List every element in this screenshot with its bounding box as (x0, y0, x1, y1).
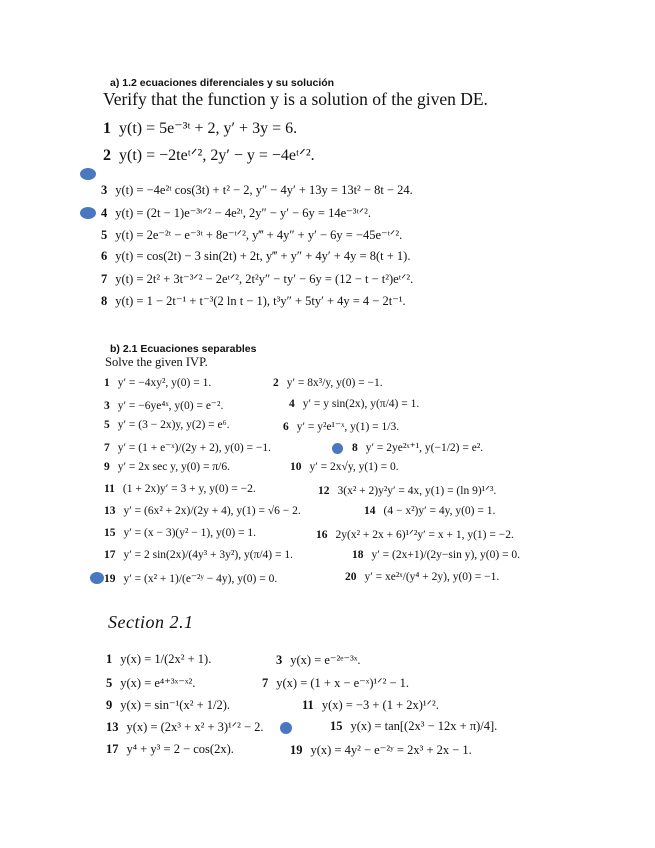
part-a-label: a) 1.2 ecuaciones diferenciales y su solución (110, 77, 335, 89)
answer-row-1: 1 y(x) = 1/(2x² + 1). (106, 652, 212, 666)
answer-row-5-b: 19 y(x) = 4y² − e⁻²ʸ = 2x³ + 2x − 1. (290, 743, 472, 757)
ivp-row-7-b: 14 (4 − x²)y′ = 4y, y(0) = 1. (364, 505, 496, 517)
part-b-instruction: Solve the given IVP. (105, 355, 208, 369)
problem-a-3: 3 y(t) = −4e²ᵗ cos(3t) + t² − 2, y″ − 4y′ + 13y = 13t² − 8t − 24. (101, 183, 413, 197)
marker-dot (90, 572, 104, 584)
answer-row-2: 5 y(x) = e⁴⁺³ˣ⁻ˣ². (106, 676, 196, 690)
ivp-row-9-b: 18 y′ = (2x+1)/(2y−sin y), y(0) = 0. (352, 549, 521, 561)
marker-dot (332, 443, 343, 454)
answer-row-3-b: 11 y(x) = −3 + (1 + 2x)¹ᐟ². (302, 698, 439, 712)
marker-dot (80, 168, 96, 180)
part-b-label: b) 2.1 Ecuaciones separables (110, 343, 257, 355)
ivp-row-7: 13 y′ = (6x² + 2x)/(2y + 4), y(1) = √6 − 2. (104, 505, 301, 517)
answer-row-3: 9 y(x) = sin⁻¹(x² + 1/2). (106, 698, 231, 712)
ivp-row-10-b: 20 y′ = xe²ˣ/(y⁴ + 2y), y(0) = −1. (345, 571, 500, 583)
answer-row-1-b: 3 y(x) = e⁻²ᵉ⁻³ˣ. (276, 653, 361, 667)
ivp-row-1: 1 y′ = −4xy², y(0) = 1. (104, 377, 212, 389)
ivp-row-6-b: 12 3(x² + 2)y²y′ = 4x, y(1) = (ln 9)¹ᐟ³. (318, 485, 497, 497)
problem-a-5: 5 y(t) = 2e⁻²ᵗ − e⁻³ᵗ + 8e⁻ᵗᐟ², y‴ + 4y″ + y′ − 6y = −45e⁻ᵗᐟ². (101, 228, 403, 242)
ivp-row-1-b: 2 y′ = 8x³/y, y(0) = −1. (273, 377, 383, 389)
problem-a-1: 1 y(t) = 5e⁻³ᵗ + 2, y′ + 3y = 6. (103, 120, 298, 137)
answer-row-4: 13 y(x) = (2x³ + x² + 3)¹ᐟ² − 2. (106, 720, 264, 734)
problem-a-8: 8 y(t) = 1 − 2t⁻¹ + t⁻³(2 ln t − 1), t³y″ + 5ty′ + 4y = 4 − 2t⁻¹. (101, 294, 406, 308)
problem-a-7: 7 y(t) = 2t² + 3t⁻³ᐟ² − 2eᵗᐟ², 2t²y″ − ty′ − 6y = (12 − t − t²)eᵗᐟ². (101, 272, 414, 286)
ivp-row-3-b: 6 y′ = y²e¹⁻ˣ, y(1) = 1/3. (283, 421, 400, 433)
ivp-row-4-b: 8 y′ = 2ye²ˣ⁺¹, y(−1/2) = e². (352, 442, 484, 454)
ivp-row-3: 5 y′ = (3 − 2x)y, y(2) = e⁶. (104, 419, 230, 431)
ivp-row-8-b: 16 2y(x² + 2x + 6)¹ᐟ²y′ = x + 1, y(1) = −2. (316, 529, 514, 541)
ivp-row-8: 15 y′ = (x − 3)(y² − 1), y(0) = 1. (104, 527, 257, 539)
answer-row-4-b: 15 y(x) = tan[(2x³ − 12x + π)/4]. (330, 719, 498, 733)
problem-a-6: 6 y(t) = cos(2t) − 3 sin(2t) + 2t, y‴ + y″ + 4y′ + 4y = 8(t + 1). (101, 249, 411, 263)
marker-dot (280, 722, 292, 734)
marker-dot (80, 207, 96, 219)
ivp-row-10: 19 y′ = (x² + 1)/(e⁻²ʸ − 4y), y(0) = 0. (104, 573, 278, 585)
ivp-row-6: 11 (1 + 2x)y′ = 3 + y, y(0) = −2. (104, 483, 256, 495)
answer-row-2-b: 7 y(x) = (1 + x − e⁻ˣ)¹ᐟ² − 1. (262, 676, 410, 690)
answer-row-5: 17 y⁴ + y³ = 2 − cos(2x). (106, 742, 234, 756)
ivp-row-4: 7 y′ = (1 + e⁻ˣ)/(2y + 2), y(0) = −1. (104, 442, 271, 454)
part-a-instruction: Verify that the function y is a solution of the given DE. (103, 89, 488, 109)
problem-a-4: 4 y(t) = (2t − 1)e⁻³ᵗᐟ² − 4e²ᵗ, 2y″ − y′ − 6y = 14e⁻³ᵗᐟ². (101, 206, 372, 220)
ivp-row-5: 9 y′ = 2x sec y, y(0) = π/6. (104, 461, 230, 473)
ivp-row-9: 17 y′ = 2 sin(2x)/(4y³ + 3y²), y(π/4) = 1. (104, 549, 293, 561)
ivp-row-2-b: 4 y′ = y sin(2x), y(π/4) = 1. (289, 398, 420, 410)
ivp-row-2: 3 y′ = −6ye⁴ˣ, y(0) = e⁻². (104, 400, 224, 412)
section-title: Section 2.1 (108, 612, 194, 632)
problem-a-2: 2 y(t) = −2teᵗᐟ², 2y′ − y = −4eᵗᐟ². (103, 147, 315, 164)
ivp-row-5-b: 10 y′ = 2x√y, y(1) = 0. (290, 461, 399, 473)
